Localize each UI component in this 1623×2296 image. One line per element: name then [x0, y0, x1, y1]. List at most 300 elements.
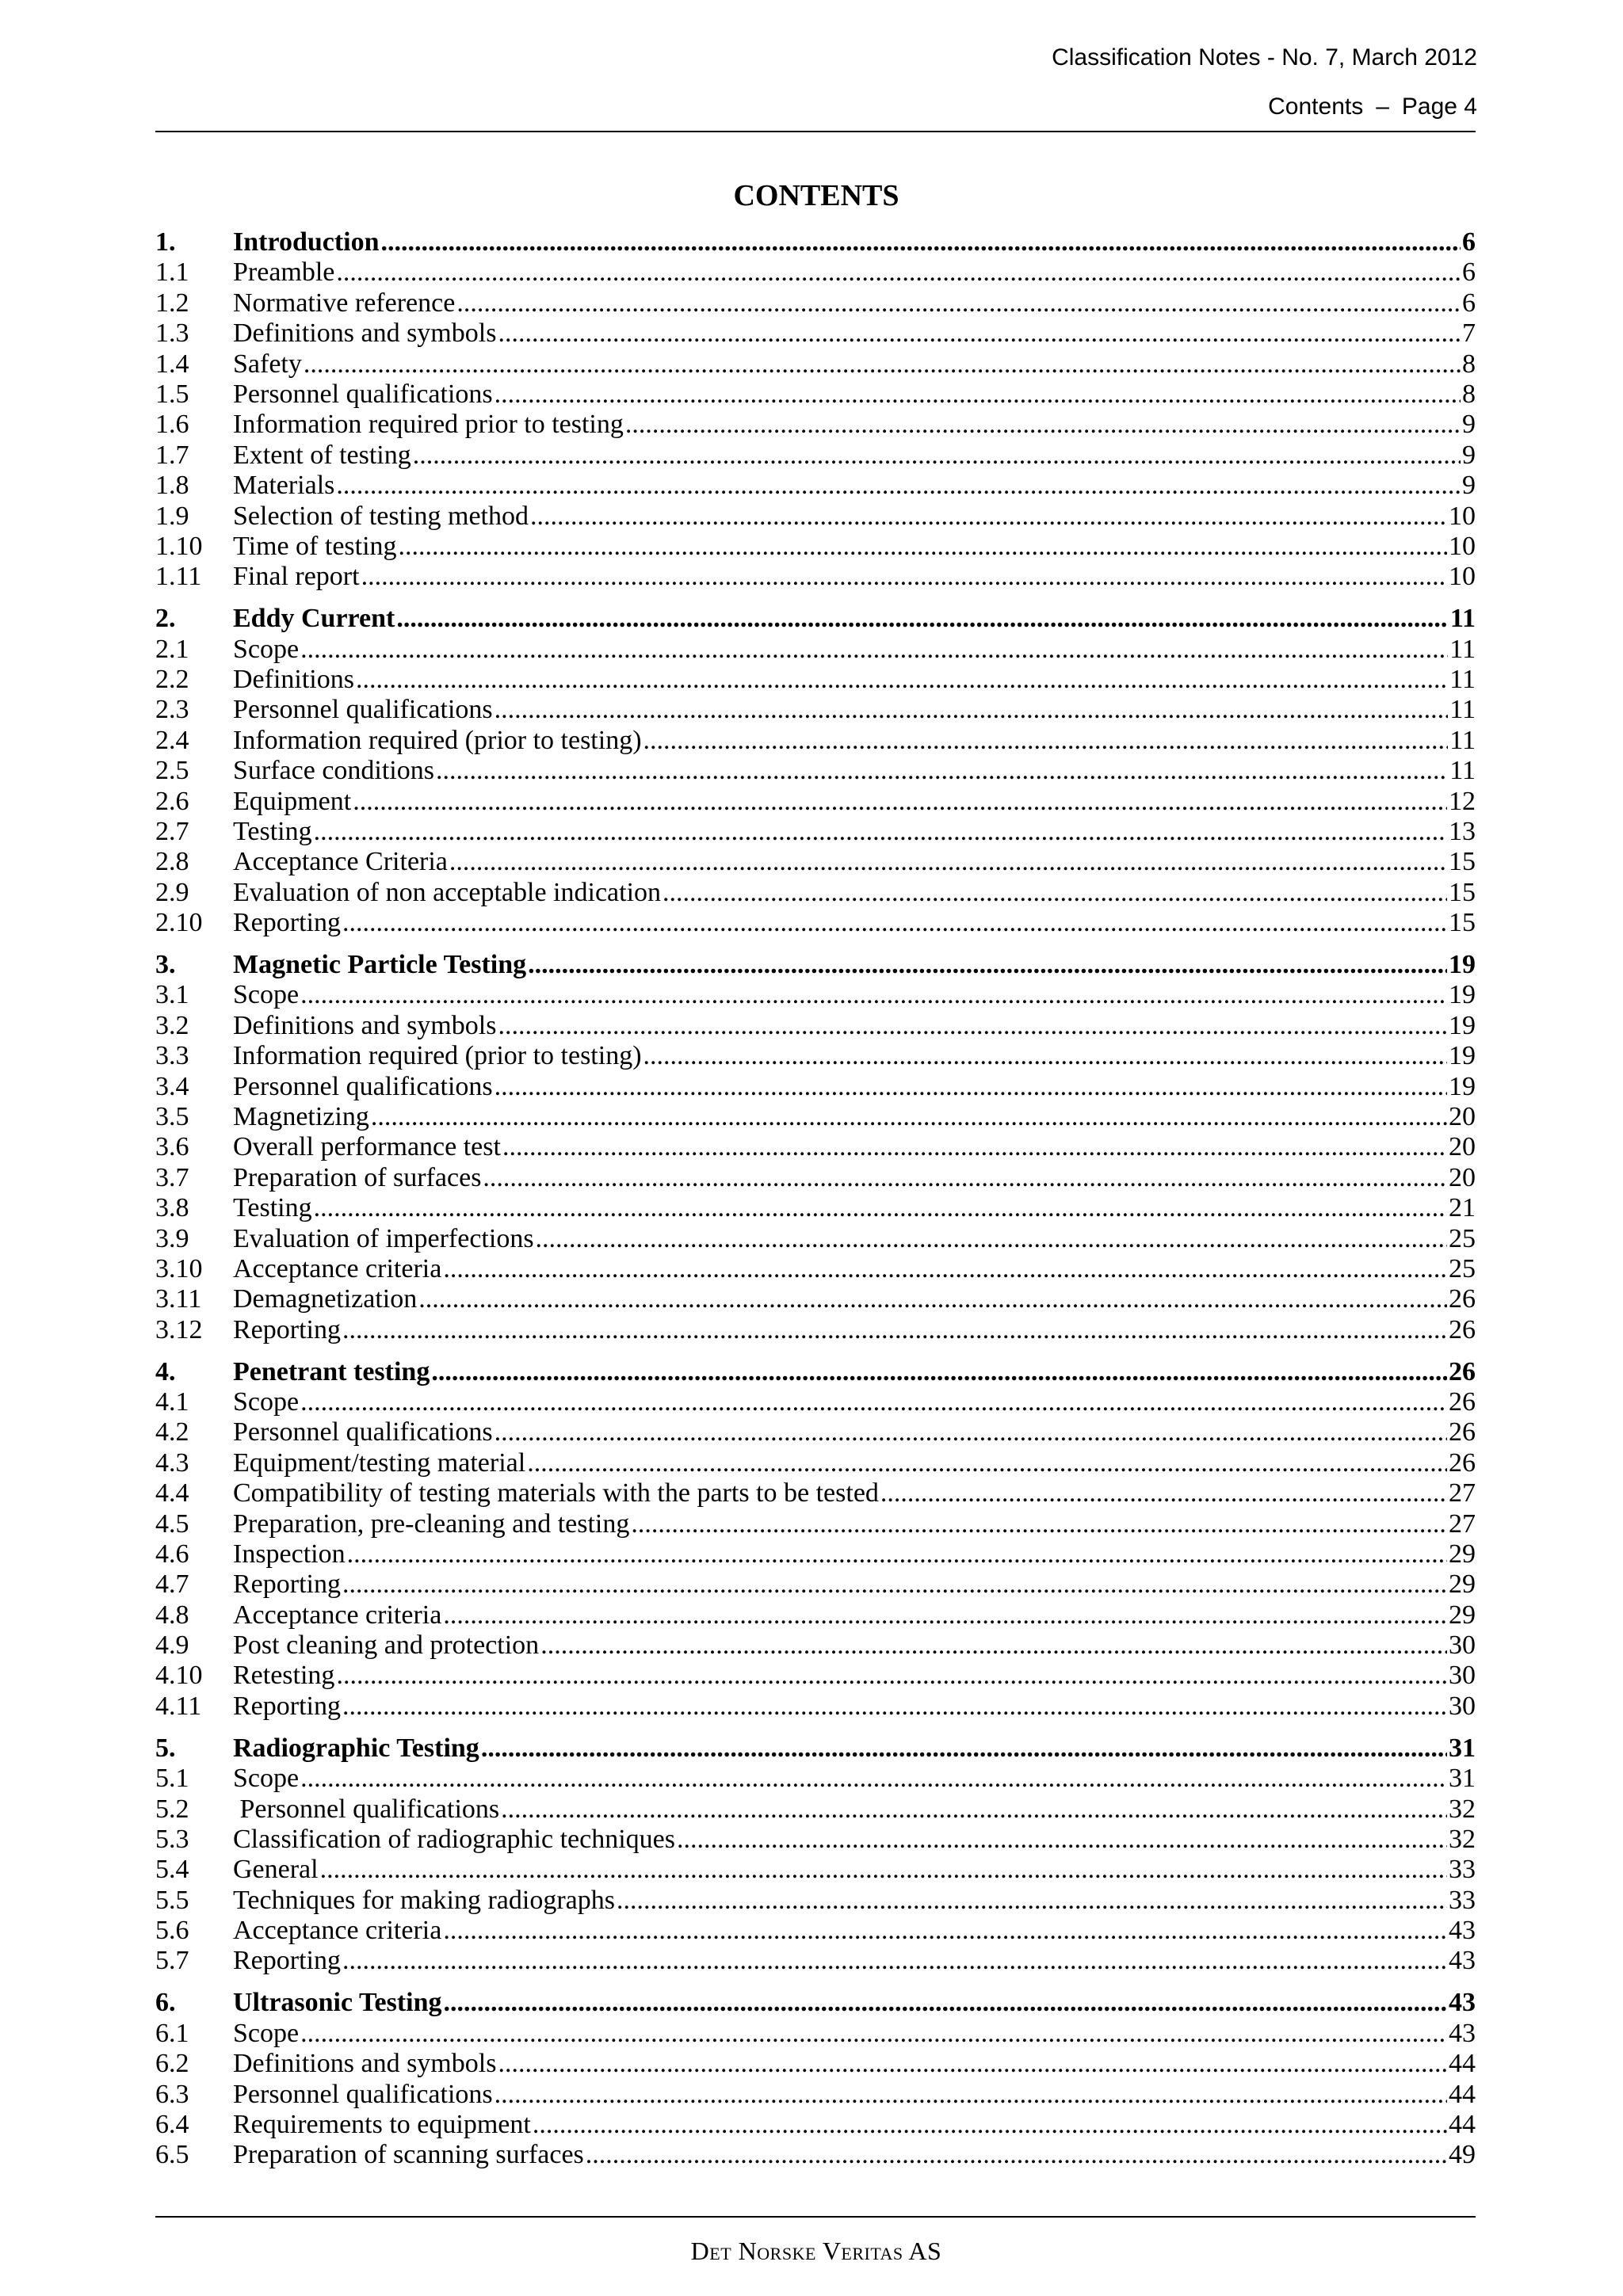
toc-entry-title: Classification of radiographic techniques — [233, 1824, 675, 1854]
toc-entry-number: 5.7 — [155, 1946, 189, 1976]
toc-dot-leader — [347, 1539, 1447, 1569]
toc-entry-page: 44 — [1449, 2079, 1476, 2109]
toc-entry-title: Radiographic Testing — [233, 1733, 479, 1763]
toc-dot-leader — [396, 604, 1449, 634]
toc-entry[interactable] — [155, 847, 1476, 877]
toc-entry-number: 3.1 — [155, 980, 189, 1010]
toc-dot-leader — [336, 257, 1461, 288]
header-location — [1268, 93, 1477, 120]
toc-entry-title: Compatibility of testing materials with the parts to be tested — [233, 1478, 879, 1508]
toc-dot-leader — [586, 2140, 1447, 2170]
toc-dot-leader — [436, 756, 1448, 786]
header-publication: Classification Notes - No. 7, March 2012 — [1052, 44, 1477, 71]
toc-dot-leader — [495, 1072, 1447, 1102]
toc-entry[interactable] — [155, 288, 1476, 318]
toc-entry-page: 26 — [1449, 1386, 1476, 1417]
toc-entry-title: Inspection — [233, 1539, 346, 1569]
toc-dot-leader — [498, 1011, 1447, 1041]
toc-entry-number: 5. — [155, 1733, 176, 1763]
table-of-contents — [155, 227, 1476, 2171]
toc-entry-title: Personnel qualifications — [233, 695, 493, 725]
toc-entry-number: 4.7 — [155, 1569, 189, 1600]
toc-entry-title: Definitions and symbols — [233, 318, 497, 349]
toc-entry-title: Preamble — [233, 257, 335, 288]
toc-entry-page: 11 — [1449, 756, 1476, 786]
toc-entry-page: 43 — [1449, 1988, 1476, 2018]
toc-entry[interactable] — [155, 1478, 1476, 1508]
toc-dot-leader — [381, 227, 1461, 257]
toc-entry-page: 29 — [1449, 1600, 1476, 1630]
toc-entry[interactable] — [155, 695, 1476, 725]
toc-entry-page: 11 — [1449, 695, 1476, 725]
header-rule — [155, 131, 1476, 132]
toc-entry[interactable] — [155, 2049, 1476, 2079]
toc-dot-leader — [617, 1886, 1447, 1916]
toc-entry-number: 1.1 — [155, 257, 189, 288]
toc-entry[interactable] — [155, 257, 1476, 288]
toc-entry-number: 5.1 — [155, 1764, 189, 1794]
toc-dot-leader — [631, 1509, 1447, 1539]
toc-entry-number: 5.6 — [155, 1916, 189, 1946]
toc-entry-number: 2.4 — [155, 725, 189, 755]
toc-dot-leader — [677, 1825, 1447, 1855]
toc-entry-page: 8 — [1462, 379, 1476, 409]
toc-entry[interactable] — [155, 756, 1476, 786]
toc-entry-page: 8 — [1462, 349, 1476, 379]
toc-entry-page: 43 — [1449, 1916, 1476, 1946]
toc-entry[interactable] — [155, 1072, 1476, 1102]
toc-entry[interactable] — [155, 878, 1476, 908]
toc-dot-leader — [483, 1163, 1447, 1193]
toc-entry-page: 19 — [1449, 980, 1476, 1010]
toc-entry-page: 44 — [1449, 2049, 1476, 2079]
toc-dot-leader — [443, 1916, 1447, 1946]
toc-entry-number: 6.3 — [155, 2079, 189, 2109]
toc-entry-title: Reporting — [233, 1314, 341, 1344]
toc-entry-number: 2.9 — [155, 877, 189, 907]
toc-dot-leader — [533, 2110, 1447, 2140]
toc-chapter-entry[interactable] — [155, 1733, 1476, 1764]
toc-entry-page: 32 — [1449, 1794, 1476, 1824]
toc-entry-title: Scope — [233, 980, 300, 1010]
toc-entry-number: 3.7 — [155, 1162, 189, 1192]
toc-entry[interactable] — [155, 2080, 1476, 2110]
toc-entry-number: 2.10 — [155, 908, 203, 938]
toc-entry-number: 1.8 — [155, 471, 189, 501]
toc-entry-number: 3.2 — [155, 1010, 189, 1040]
toc-entry-title: Preparation of surfaces — [233, 1162, 482, 1192]
toc-entry-title: Personnel qualifications — [233, 379, 493, 409]
toc-entry-page: 19 — [1449, 1041, 1476, 1071]
toc-entry[interactable] — [155, 1224, 1476, 1254]
toc-dot-leader — [643, 726, 1449, 756]
toc-entry[interactable] — [155, 817, 1476, 847]
toc-chapter-entry[interactable] — [155, 604, 1476, 634]
toc-entry-page: 9 — [1462, 471, 1476, 501]
toc-entry[interactable] — [155, 1448, 1476, 1478]
toc-dot-leader — [431, 1357, 1447, 1387]
toc-entry[interactable] — [155, 441, 1476, 471]
toc-chapter-entry[interactable] — [155, 1357, 1476, 1387]
toc-entry-number: 4.4 — [155, 1478, 189, 1508]
toc-entry[interactable] — [155, 1102, 1476, 1132]
toc-entry-number: 4.8 — [155, 1600, 189, 1630]
toc-entry[interactable] — [155, 1315, 1476, 1345]
toc-entry-page: 12 — [1449, 786, 1476, 816]
toc-entry-page: 19 — [1449, 1010, 1476, 1040]
toc-entry[interactable] — [155, 1041, 1476, 1071]
footer-company: Det Norske Veritas AS — [690, 2237, 942, 2265]
toc-entry[interactable] — [155, 1011, 1476, 1041]
toc-entry-title: Definitions and symbols — [233, 2049, 497, 2079]
toc-dot-leader — [501, 1794, 1447, 1825]
toc-entry-page: 6 — [1462, 227, 1476, 257]
toc-entry-title: Acceptance criteria — [233, 1253, 442, 1283]
toc-entry[interactable] — [155, 726, 1476, 756]
toc-entry-title: Testing — [233, 816, 312, 846]
toc-entry-number: 1.3 — [155, 318, 189, 349]
toc-dot-leader — [336, 471, 1461, 501]
toc-entry-page: 20 — [1449, 1162, 1476, 1192]
toc-entry-title: Eddy Current — [233, 604, 395, 634]
toc-entry-page: 43 — [1449, 2018, 1476, 2048]
toc-entry-number: 1.9 — [155, 501, 189, 531]
toc-entry-number: 1.11 — [155, 562, 202, 592]
toc-dot-leader — [495, 2080, 1447, 2110]
toc-entry[interactable] — [155, 1387, 1476, 1417]
toc-entry-number: 2.8 — [155, 847, 189, 877]
toc-entry-title: Surface conditions — [233, 756, 434, 786]
toc-entry[interactable] — [155, 665, 1476, 695]
toc-entry-number: 4. — [155, 1356, 176, 1386]
toc-entry[interactable] — [155, 1600, 1476, 1630]
toc-dot-leader — [663, 878, 1447, 908]
toc-entry[interactable] — [155, 1569, 1476, 1600]
toc-entry-page: 20 — [1449, 1132, 1476, 1162]
toc-entry-title: Evaluation of non acceptable indication — [233, 877, 662, 907]
toc-entry-number: 3.8 — [155, 1193, 189, 1223]
toc-entry-page: 26 — [1449, 1447, 1476, 1478]
toc-entry-number: 4.2 — [155, 1417, 189, 1447]
toc-entry[interactable] — [155, 2110, 1476, 2140]
toc-dot-leader — [880, 1478, 1447, 1508]
toc-entry-title: Preparation of scanning surfaces — [233, 2140, 584, 2170]
toc-entry-title: Evaluation of imperfections — [233, 1223, 534, 1253]
toc-entry-number: 3.4 — [155, 1071, 189, 1101]
toc-entry-title: Reporting — [233, 1946, 341, 1976]
toc-entry-title: Definitions and symbols — [233, 1010, 497, 1040]
toc-entry[interactable] — [155, 1855, 1476, 1885]
toc-entry-title: Information required (prior to testing) — [233, 1041, 642, 1071]
toc-entry-page: 10 — [1449, 562, 1476, 592]
header-page-label: Page 4 — [1401, 93, 1477, 120]
toc-entry-title: Introduction — [233, 227, 380, 257]
toc-entry-title: Acceptance criteria — [233, 1600, 442, 1630]
toc-entry[interactable] — [155, 1886, 1476, 1916]
toc-entry-page: 21 — [1449, 1193, 1476, 1223]
toc-entry-number: 3.10 — [155, 1253, 203, 1283]
toc-entry[interactable] — [155, 502, 1476, 532]
toc-entry-number: 6.5 — [155, 2140, 189, 2170]
toc-entry-page: 27 — [1449, 1478, 1476, 1508]
toc-entry-title: Magnetizing — [233, 1101, 369, 1131]
toc-entry-title: Acceptance Criteria — [233, 847, 448, 877]
toc-entry-page: 49 — [1449, 2140, 1476, 2170]
toc-entry-page: 15 — [1449, 847, 1476, 877]
toc-dot-leader — [300, 635, 1448, 665]
toc-entry-page: 19 — [1449, 1071, 1476, 1101]
toc-dot-leader — [495, 695, 1449, 725]
toc-entry-title: Acceptance criteria — [233, 1916, 442, 1946]
toc-entry-page: 26 — [1449, 1417, 1476, 1447]
toc-dot-leader — [444, 1988, 1447, 2018]
toc-entry-number: 4.9 — [155, 1630, 189, 1661]
toc-entry-number: 1. — [155, 227, 176, 257]
toc-entry-page: 11 — [1449, 664, 1476, 694]
toc-dot-leader — [413, 441, 1461, 471]
toc-dot-leader — [399, 532, 1447, 562]
toc-entry-title: Demagnetization — [233, 1284, 418, 1314]
toc-entry-page: 20 — [1449, 1101, 1476, 1131]
toc-entry-title: Reporting — [233, 908, 341, 938]
page-title: CONTENTS — [733, 179, 899, 212]
toc-entry-title: Preparation, pre-cleaning and testing — [233, 1508, 630, 1539]
toc-entry-page: 31 — [1449, 1733, 1476, 1763]
toc-entry-page: 15 — [1449, 908, 1476, 938]
toc-entry-title: Retesting — [233, 1661, 335, 1691]
toc-entry-number: 3.3 — [155, 1041, 189, 1071]
toc-entry-title: Extent of testing — [233, 440, 411, 470]
toc-entry-number: 5.3 — [155, 1824, 189, 1854]
toc-dot-leader — [498, 318, 1461, 349]
toc-dot-leader — [342, 1691, 1447, 1722]
toc-entry-title: Scope — [233, 2018, 300, 2048]
toc-entry-number: 4.6 — [155, 1539, 189, 1569]
toc-entry[interactable] — [155, 349, 1476, 379]
toc-entry-number: 1.4 — [155, 349, 189, 379]
toc-dot-leader — [300, 2019, 1447, 2049]
toc-dot-leader — [342, 1569, 1447, 1600]
toc-entry-number: 4.10 — [155, 1661, 203, 1691]
toc-entry-page: 32 — [1449, 1824, 1476, 1854]
toc-chapter-entry[interactable] — [155, 1988, 1476, 2018]
toc-entry-page: 27 — [1449, 1508, 1476, 1539]
toc-entry-page: 26 — [1449, 1356, 1476, 1386]
toc-entry-number: 2.1 — [155, 634, 189, 664]
toc-entry[interactable] — [155, 532, 1476, 562]
toc-entry-page: 43 — [1449, 1946, 1476, 1976]
toc-entry-title: Techniques for making radiographs — [233, 1885, 615, 1915]
toc-entry-page: 33 — [1449, 1855, 1476, 1885]
footer-rule — [155, 2216, 1476, 2218]
toc-entry-page: 11 — [1449, 604, 1476, 634]
toc-entry[interactable] — [155, 1691, 1476, 1722]
toc-entry[interactable] — [155, 1284, 1476, 1314]
toc-entry[interactable] — [155, 471, 1476, 501]
toc-dot-leader — [530, 502, 1447, 532]
toc-entry-page: 31 — [1449, 1764, 1476, 1794]
toc-dot-leader — [320, 1855, 1447, 1885]
toc-entry-title: Information required (prior to testing) — [233, 725, 642, 755]
toc-entry-page: 6 — [1462, 257, 1476, 288]
header-section: Contents — [1268, 93, 1364, 120]
toc-entry-title: Normative reference — [233, 288, 456, 318]
toc-entry[interactable] — [155, 1132, 1476, 1162]
toc-dot-leader — [342, 1315, 1447, 1345]
toc-entry-title: Equipment/testing material — [233, 1447, 526, 1478]
toc-entry-title: Reporting — [233, 1691, 341, 1721]
toc-entry[interactable] — [155, 1509, 1476, 1539]
toc-dot-leader — [300, 980, 1447, 1010]
toc-entry-number: 3.11 — [155, 1284, 202, 1314]
toc-dot-leader — [540, 1630, 1447, 1661]
toc-entry-page: 6 — [1462, 288, 1476, 318]
toc-entry-page: 30 — [1449, 1630, 1476, 1661]
toc-entry-page: 30 — [1449, 1691, 1476, 1721]
toc-entry-page: 30 — [1449, 1661, 1476, 1691]
toc-entry[interactable] — [155, 1946, 1476, 1976]
toc-entry-number: 2.6 — [155, 786, 189, 816]
toc-chapter-entry[interactable] — [155, 950, 1476, 980]
toc-entry[interactable] — [155, 908, 1476, 938]
toc-entry-title: Materials — [233, 471, 335, 501]
header-separator: – — [1376, 93, 1389, 120]
toc-entry-page: 10 — [1449, 501, 1476, 531]
toc-dot-leader — [371, 1102, 1447, 1132]
toc-entry[interactable] — [155, 379, 1476, 410]
toc-entry-title: Scope — [233, 1764, 300, 1794]
toc-entry[interactable] — [155, 1254, 1476, 1284]
toc-entry-number: 2. — [155, 604, 176, 634]
toc-entry-number: 4.11 — [155, 1691, 202, 1721]
toc-entry-title: Final report — [233, 562, 360, 592]
toc-entry-page: 7 — [1462, 318, 1476, 349]
toc-dot-leader — [495, 1417, 1447, 1447]
toc-dot-leader — [342, 1946, 1447, 1976]
toc-entry-title: Magnetic Particle Testing — [233, 949, 527, 979]
toc-entry-page: 29 — [1449, 1539, 1476, 1569]
toc-entry-page: 26 — [1449, 1284, 1476, 1314]
toc-entry[interactable] — [155, 410, 1476, 440]
toc-entry-number: 3.12 — [155, 1314, 203, 1344]
toc-entry-number: 6.4 — [155, 2109, 189, 2139]
toc-entry[interactable] — [155, 562, 1476, 592]
toc-entry-number: 4.5 — [155, 1508, 189, 1539]
toc-dot-leader — [300, 1764, 1447, 1794]
toc-dot-leader — [300, 1387, 1447, 1417]
toc-dot-leader — [353, 787, 1447, 817]
toc-entry-number: 5.2 — [155, 1794, 189, 1824]
toc-entry-title: Testing — [233, 1193, 312, 1223]
toc-entry-number: 2.5 — [155, 756, 189, 786]
toc-entry-number: 5.4 — [155, 1855, 189, 1885]
toc-dot-leader — [481, 1733, 1447, 1764]
toc-entry-number: 6.1 — [155, 2018, 189, 2048]
toc-entry-page: 44 — [1449, 2109, 1476, 2139]
toc-entry[interactable] — [155, 2019, 1476, 2049]
toc-entry-page: 25 — [1449, 1223, 1476, 1253]
toc-entry-number: 1.7 — [155, 440, 189, 470]
toc-chapter-entry[interactable] — [155, 227, 1476, 257]
toc-dot-leader — [625, 410, 1461, 440]
toc-entry-title: Personnel qualifications — [233, 2079, 493, 2109]
toc-entry-number: 1.5 — [155, 379, 189, 409]
toc-entry-number: 6. — [155, 1988, 176, 2018]
toc-entry-number: 2.3 — [155, 695, 189, 725]
toc-entry-title: Personnel qualifications — [233, 1794, 500, 1824]
toc-dot-leader — [314, 817, 1447, 847]
toc-entry-page: 9 — [1462, 440, 1476, 470]
toc-entry-page: 9 — [1462, 410, 1476, 440]
toc-entry-number: 4.1 — [155, 1386, 189, 1417]
toc-entry-title: Scope — [233, 634, 300, 664]
toc-entry-number: 3.9 — [155, 1223, 189, 1253]
toc-entry[interactable] — [155, 1417, 1476, 1447]
toc-entry[interactable] — [155, 1764, 1476, 1794]
toc-entry[interactable] — [155, 1661, 1476, 1691]
toc-entry[interactable] — [155, 787, 1476, 817]
toc-entry-title: Selection of testing method — [233, 501, 529, 531]
toc-dot-leader — [536, 1224, 1447, 1254]
toc-entry-number: 2.2 — [155, 664, 189, 694]
toc-entry-page: 10 — [1449, 531, 1476, 561]
toc-dot-leader — [361, 562, 1447, 592]
toc-dot-leader — [443, 1254, 1447, 1284]
toc-entry[interactable] — [155, 635, 1476, 665]
toc-entry-page: 15 — [1449, 877, 1476, 907]
toc-entry-number: 4.3 — [155, 1447, 189, 1478]
toc-entry-number: 1.2 — [155, 288, 189, 318]
toc-entry-title: Personnel qualifications — [233, 1417, 493, 1447]
toc-entry[interactable] — [155, 980, 1476, 1010]
toc-entry-page: 11 — [1449, 634, 1476, 664]
toc-entry-page: 25 — [1449, 1253, 1476, 1283]
toc-entry[interactable] — [155, 318, 1476, 349]
toc-entry-number: 6.2 — [155, 2049, 189, 2079]
toc-entry-title: Penetrant testing — [233, 1356, 430, 1386]
toc-entry-title: Requirements to equipment — [233, 2109, 531, 2139]
toc-entry[interactable] — [155, 1916, 1476, 1946]
toc-entry-page: 29 — [1449, 1569, 1476, 1600]
toc-entry-title: Safety — [233, 349, 302, 379]
toc-dot-leader — [643, 1041, 1447, 1071]
toc-entry[interactable] — [155, 1539, 1476, 1569]
toc-dot-leader — [456, 288, 1461, 318]
toc-entry[interactable] — [155, 1794, 1476, 1825]
toc-entry-page: 26 — [1449, 1314, 1476, 1344]
toc-entry-title: Definitions — [233, 664, 354, 694]
toc-entry-page: 11 — [1449, 725, 1476, 755]
toc-entry[interactable] — [155, 1163, 1476, 1193]
toc-entry-title: Ultrasonic Testing — [233, 1988, 442, 2018]
toc-entry-number: 3.5 — [155, 1101, 189, 1131]
toc-entry[interactable] — [155, 1193, 1476, 1223]
toc-entry[interactable] — [155, 1630, 1476, 1661]
toc-entry[interactable] — [155, 2140, 1476, 2170]
toc-dot-leader — [495, 379, 1461, 410]
toc-entry-title: Overall performance test — [233, 1132, 501, 1162]
toc-entry-number: 1.10 — [155, 531, 203, 561]
toc-entry-title: Information required prior to testing — [233, 410, 624, 440]
toc-entry-title: Equipment — [233, 786, 352, 816]
toc-dot-leader — [342, 908, 1447, 938]
toc-entry-title: General — [233, 1855, 319, 1885]
toc-entry-number: 5.5 — [155, 1885, 189, 1915]
toc-entry[interactable] — [155, 1825, 1476, 1855]
toc-dot-leader — [304, 349, 1461, 379]
toc-entry-title: Post cleaning and protection — [233, 1630, 540, 1661]
toc-entry-page: 13 — [1449, 816, 1476, 846]
